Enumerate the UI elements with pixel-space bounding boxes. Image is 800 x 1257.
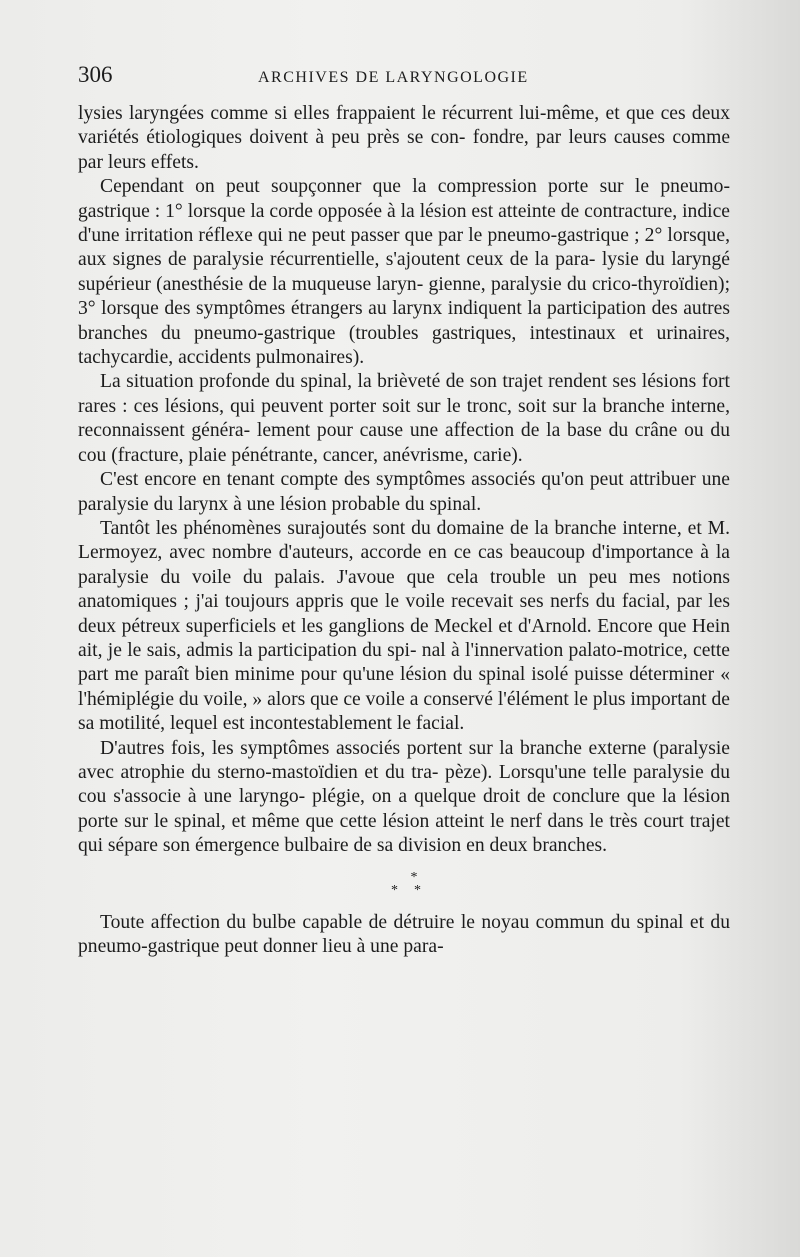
paragraph [78, 468, 730, 517]
page-number: 306 [78, 62, 113, 87]
text-line: deux pétreux superficiels et les ganglions de Meckel et d'Arnold. [78, 615, 592, 637]
text-line: lysie du laryngé supérieur (anesthésie de la muqueuse laryn- [78, 249, 730, 295]
running-head [78, 62, 730, 102]
text-line: « l'hémiplégie du voile, » alors que ce voile a conservé l'élément [78, 664, 730, 710]
text-line: atteinte de contracture, indice d'une irritation réflexe qui [78, 200, 730, 247]
text-line: étrangers au larynx indiquent la participation des autres branches [78, 298, 731, 344]
section-asterism [78, 871, 730, 897]
text-line: minime pour qu'une lésion du spinal isolé puisse déterminer [234, 664, 715, 686]
text-line: en ce cas beaucoup d'importance à la paralysie du voile du palais. [78, 542, 730, 588]
text-line: ne peut passer que par le pneumo-gastrique ; 2° lorsque, [288, 225, 730, 247]
paragraph [78, 911, 730, 960]
text-line: toujours appris que le voile recevait ses nerfs du facial, par les [225, 591, 730, 613]
paragraph [78, 517, 730, 737]
text-line: le facial. [396, 713, 465, 735]
text-line: C'est encore en tenant compte des symptômes associés qu'on [100, 469, 584, 491]
text-line: le plus important de sa motilité, lequel est incontestablement [78, 688, 730, 735]
text-line: spinal, et même que cette lésion atteint le nerf dans le très court [174, 810, 684, 832]
text-line: sur le tronc, soit sur la branche interne, reconnaissent généra- [78, 395, 731, 442]
text-line: D'autres fois, les symptômes associés portent sur la branche [100, 737, 582, 759]
text-line: du pneumo-gastrique (troubles gastriques, intestinaux et urinaires, [161, 322, 730, 344]
body-text [78, 102, 730, 859]
paragraph [78, 370, 730, 468]
text-line: pneumo-gastrique : 1° lorsque la corde opposée à la lésion est [78, 176, 730, 222]
text-line: La situation profonde du spinal, la brièveté de son trajet [100, 371, 543, 393]
text-line: branches. [532, 835, 608, 857]
final-paragraph-container [78, 911, 730, 960]
text-line: lysies laryngées comme si elles frappaient le récurrent lui-même, [78, 103, 600, 124]
text-line: Cependant on peut soupçonner que la compression porte sur le [100, 176, 650, 198]
text-line: Toute affection du bulbe capable de détruire le noyau commun [100, 911, 605, 933]
text-line: du spinal et du pneumo-gastrique peut donner lieu à une para- [78, 911, 731, 957]
text-line: fondre, par leurs causes comme par leurs effets. [78, 127, 731, 173]
text-line: peut attribuer une paralysie du larynx à une lésion probable du [78, 469, 730, 515]
text-line: J'avoue que cela trouble un peu mes notions anatomiques ; j'ai [78, 566, 730, 613]
running-title: ARCHIVES DE LARYNGOLOGIE [258, 69, 529, 86]
text-line: nal à l'innervation palato-motrice, cette part me paraît bien [78, 639, 730, 686]
text-line: trajet qui sépare son émergence bulbaire de sa division en deux [78, 810, 730, 857]
text-line: rendent ses lésions fort rares : ces lésions, qui peuvent porter soit [78, 371, 730, 417]
text-line: aux signes de paralysie récurrentielle, s'ajoutent ceux de la para- [78, 249, 596, 271]
text-line: (fracture, plaie pénétrante, cancer, anévrisme, carie). [111, 444, 523, 466]
text-line: pèze). Lorsqu'une telle paralysie du cou s'associe à une laryngo- [78, 761, 730, 808]
text-line: tachycardie, accidents pulmonaires). [78, 347, 365, 369]
text-line: plégie, on a quelque droit de conclure que la lésion porte sur le [78, 786, 730, 832]
text-line: spinal. [429, 493, 482, 515]
text-line: Encore que Hein ait, je le sais, admis la participation du spi- [78, 615, 731, 661]
paragraph [78, 102, 730, 175]
text-line: lement pour cause une affection de la base du crâne ou du cou [78, 420, 730, 466]
text-line: externe (paralysie avec atrophie du sterno-mastoïdien et du tra- [78, 737, 730, 783]
asterism-top: * [410, 869, 418, 885]
text-line: gienne, paralysie du crico-thyroïdien); 3° lorsque des symptômes [78, 273, 731, 320]
text-line: Tantôt les phénomènes surajoutés sont du domaine de la [100, 517, 549, 539]
text-line: branche interne, et M. Lermoyez, avec nombre d'auteurs, accorde [78, 517, 730, 564]
text-line: et que ces deux variétés étiologiques doivent à peu près se con- [78, 103, 730, 149]
paragraph [78, 175, 730, 370]
asterism-bottom: ** [391, 882, 437, 898]
paragraph [78, 737, 730, 859]
